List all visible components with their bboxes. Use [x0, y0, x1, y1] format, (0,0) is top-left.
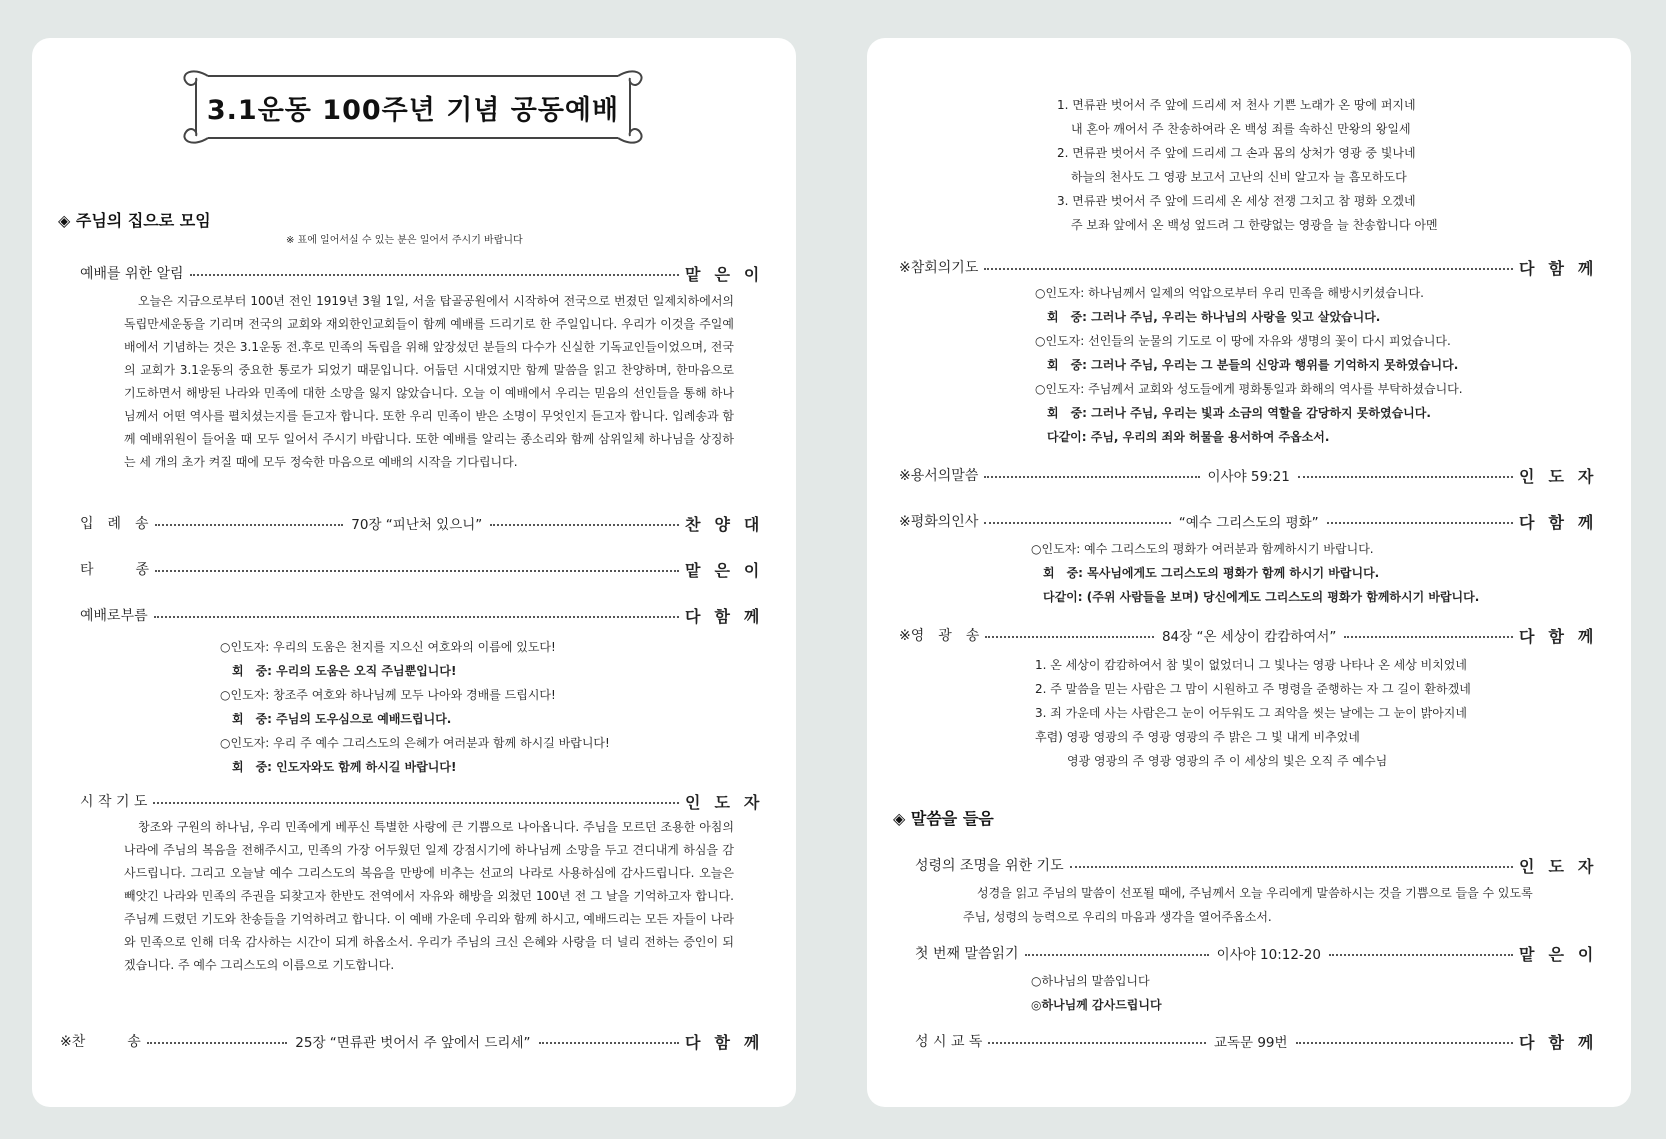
order-label: 성 시 교 독 — [915, 1034, 983, 1050]
order-leader: 다함께 — [685, 1032, 774, 1052]
call-line: 회 중: 우리의 도움은 오직 주님뿐입니다! — [232, 664, 457, 678]
gloria-line: 3. 죄 가운데 사는 사람은그 눈이 어두워도 그 죄악을 씻는 날에는 그 눈이 밝아지네 — [1035, 706, 1467, 720]
hymn-number: 70장 “피난처 있으니” — [351, 517, 483, 533]
scripture-ref: 이사야 10:12-20 — [1216, 947, 1321, 963]
hymn-verse-line: 하늘의 천사도 그 영광 보고서 고난의 신비 알고자 늘 흠모하도다 — [1071, 170, 1407, 184]
hymn-number: 84장 “온 세상이 캄캄하여서” — [1161, 629, 1337, 645]
order-leader: 인도자 — [1519, 856, 1608, 876]
order-row-hymn — [60, 1030, 774, 1052]
leader-dots — [988, 1042, 1205, 1044]
order-leader: 다함께 — [1519, 512, 1608, 532]
hymn-verse-line: 내 혼아 깨어서 주 찬송하여라 온 백성 죄를 속하신 만왕의 왕일세 — [1071, 122, 1411, 136]
order-label: 예배로부름 — [80, 608, 148, 624]
confession-line: 회 중: 그러나 주님, 우리는 그 분들의 신앙과 행위를 기억하지 못하였습니다. — [1047, 358, 1459, 372]
order-row-opening-prayer — [80, 790, 774, 812]
call-line: ○인도자: 우리 주 예수 그리스도의 은혜가 여러분과 함께 하시길 바랍니다! — [220, 736, 610, 750]
call-line: ○인도자: 창조주 여호와 하나님께 모두 나아와 경배를 드립시다! — [220, 688, 556, 702]
illumination-line: 성경을 읽고 주님의 말씀이 선포될 때에, 주님께서 오늘 우리에게 말씀하시는 것을 기쁨으로 들을 수 있도록 — [977, 886, 1533, 900]
page-title: 3.1운동 100주년 기념 공동예배 — [206, 95, 620, 126]
leader-dots — [154, 616, 679, 618]
order-label: ※평화의인사 — [899, 514, 979, 530]
order-label: ※영 광 송 — [899, 628, 980, 644]
reading-response: ○하나님의 말씀입니다 — [1031, 974, 1150, 988]
call-line: ○인도자: 우리의 도움은 천지를 지으신 여호와의 이름에 있도다! — [220, 640, 556, 654]
leader-dots — [984, 522, 1170, 524]
announcement-text: 오늘은 지금으로부터 100년 전인 1919년 3월 1일, 서울 탑골공원에서 시작하여 전국으로 번졌던 일제치하에서의 독립만세운동을 기리며 전국의 교회와 재외한인교회들이 함께 예배를 드리기로 한 주일입니다. 우리가 이것을 주일예배에서 기념하는 것은 3.1운동 전.후로 민족의 독립을 위해 앞장섰던 분들의 다수가 신실한 기독교인들이었으며, 전국의 교회가 3.1운동의 중요한 통로가 되었기 때문입니다. 어둡던 시대였지만 함께 말씀을 읽고 찬양하며, 한마음으로 기도하면서 해방된 나라와 민족에 대한 소망을 잃지 않았습니다. 오늘 이 예배에서 우리는 믿음의 선인들을 통해 하나님께서 어떤 역사를 펼치셨는지를 듣고자 합니다. 또한 우리 민족이 받은 소명이 무엇인지 듣고자 합니다. 입례송과 함께 예배위원이 들어올 때 모두 일어서 주시기 바랍니다. 또한 예배를 알리는 종소리와 함께 삼위일체 하나님을 상징하는 세 개의 초가 켜질 때에 모두 정숙한 마음으로 예배의 시작을 기다립니다. — [124, 294, 734, 469]
leader-dots — [1070, 866, 1513, 868]
order-row-confession — [899, 256, 1608, 278]
leader-dots — [985, 636, 1154, 638]
order-row-responsive-reading — [915, 1030, 1608, 1052]
leader-dots — [984, 476, 1199, 478]
peace-line: 회 중: 목사님에게도 그리스도의 평화가 함께 하시기 바랍니다. — [1043, 566, 1380, 580]
section-heading-gathering: ◈ 주님의 집으로 모임 — [58, 211, 211, 230]
order-row-gloria — [899, 624, 1608, 646]
order-row-illumination — [915, 854, 1608, 876]
leader-dots — [984, 268, 1513, 270]
hymn-verse-line: 3. 면류관 벗어서 주 앞에 드리세 온 세상 전쟁 그치고 참 평화 오겠네 — [1057, 194, 1416, 208]
order-leader: 인도자 — [1519, 466, 1608, 486]
leader-dots — [153, 802, 679, 804]
order-leader: 다함께 — [685, 606, 774, 626]
section-heading-word: ◈ 말씀을 들음 — [893, 809, 994, 828]
confession-line: ○인도자: 주님께서 교회와 성도들에게 평화통일과 화해의 역사를 부탁하셨습니다. — [1035, 382, 1463, 396]
standing-note: ※ 표에 일어서실 수 있는 분은 일어서 주시기 바랍니다 — [286, 235, 523, 246]
gloria-line: 영광 영광의 주 영광 영광의 주 이 세상의 빛은 오직 주 예수님 — [1067, 754, 1388, 768]
order-label: 첫 번째 말씀읽기 — [915, 946, 1019, 962]
order-leader: 맡은이 — [685, 560, 774, 580]
confession-line: ○인도자: 하나님께서 일제의 억압으로부터 우리 민족을 해방시키셨습니다. — [1035, 286, 1424, 300]
title-banner — [178, 62, 648, 152]
order-label: 예배를 위한 알림 — [80, 266, 184, 282]
leader-dots — [1298, 476, 1513, 478]
peace-line: ○인도자: 예수 그리스도의 평화가 여러분과 함께하시기 바랍니다. — [1031, 542, 1374, 556]
order-leader: 맡은이 — [1519, 944, 1608, 964]
peace-line: 다같이: (주위 사람들을 보며) 당신에게도 그리스도의 평화가 함께하시기 바랍니다. — [1043, 590, 1480, 604]
opening-prayer-text: 창조와 구원의 하나님, 우리 민족에게 베푸신 특별한 사랑에 큰 기쁨으로 나아옵니다. 주님을 모르던 조용한 아침의 나라에 주님의 복음을 전해주시고, 민족의 가장 어두웠던 일제 강점시기에 하나님께 소망을 두고 견디내게 하심을 감사드립니다. 그리고 오늘날 예수 그리스도의 복음을 만방에 비추는 선교의 나라로 사용하심에 감사드립니다. 오늘은 빼앗긴 나라와 민족의 주권을 되찾고자 한반도 전역에서 자유와 해방을 외쳤던 100년 전 그 날을 기억하고자 합니다. 주님께 드렸던 기도와 찬송들을 기억하려고 합니다. 이 예배 가운데 우리와 함께 하시고, 예배드리는 모든 자들이 나라와 민족으로 인해 더욱 감사하는 시간이 되게 하옵소서. 우리가 주님의 크신 은혜와 사랑을 더 널리 전하는 증인이 되겠습니다. 주 예수 그리스도의 이름으로 기도합니다. — [124, 820, 734, 972]
right-page — [867, 38, 1631, 1107]
order-row-processional — [80, 512, 774, 534]
order-leader: 다함께 — [1519, 1032, 1608, 1052]
order-label: 성령의 조명을 위한 기도 — [915, 858, 1064, 874]
hymn-verse-line: 2. 면류관 벗어서 주 앞에 드리세 그 손과 몸의 상처가 영광 중 빛나네 — [1057, 146, 1416, 160]
order-label: 타 종 — [80, 562, 150, 578]
order-row-call-to-worship — [80, 604, 774, 626]
order-leader: 맡은이 — [685, 264, 774, 284]
order-label: 입 례 송 — [80, 516, 149, 532]
confession-line: 다같이: 주님, 우리의 죄와 허물을 용서하여 주옵소서. — [1047, 430, 1330, 444]
leader-dots — [1329, 954, 1513, 956]
order-row-peace — [899, 510, 1608, 532]
order-leader: 인도자 — [685, 792, 774, 812]
confession-line: ○인도자: 선인들의 눈물의 기도로 이 땅에 자유와 생명의 꽃이 다시 피었습니다. — [1035, 334, 1451, 348]
illumination-line: 주님, 성령의 능력으로 우리의 마음과 생각을 열어주옵소서. — [963, 910, 1272, 924]
leader-dots — [147, 1042, 288, 1044]
leader-dots — [155, 570, 679, 572]
order-row-first-reading — [915, 942, 1608, 964]
order-label: 시 작 기 도 — [80, 794, 148, 810]
order-row-assurance — [899, 464, 1608, 486]
confession-line: 회 중: 그러나 주님, 우리는 하나님의 사랑을 잊고 살았습니다. — [1047, 310, 1381, 324]
leader-dots — [1296, 1042, 1513, 1044]
leader-dots — [539, 1042, 680, 1044]
peace-title: “예수 그리스도의 평화” — [1178, 515, 1319, 531]
order-leader: 다함께 — [1519, 626, 1608, 646]
hymn-number: 25장 “면류관 벗어서 주 앞에서 드리세” — [295, 1035, 531, 1051]
leader-dots — [1344, 636, 1513, 638]
left-page — [32, 38, 796, 1107]
gloria-line: 2. 주 말씀을 믿는 사람은 그 맘이 시원하고 주 명령을 준행하는 자 그 길이 환하겠네 — [1035, 682, 1471, 696]
call-line: 회 중: 주님의 도우심으로 예배드립니다. — [232, 712, 452, 726]
gloria-line: 1. 온 세상이 캄캄하여서 참 빛이 없었더니 그 빛나는 영광 나타나 온 세상 비치었네 — [1035, 658, 1467, 672]
scripture-ref: 이사야 59:21 — [1207, 469, 1290, 485]
order-row-announcement — [80, 262, 774, 284]
call-line: 회 중: 인도자와도 함께 하시길 바랍니다! — [232, 760, 457, 774]
confession-line: 회 중: 그러나 주님, 우리는 빛과 소금의 역할을 감당하지 못하였습니다. — [1047, 406, 1431, 420]
order-row-bell — [80, 558, 774, 580]
hymn-verse-line: 1. 면류관 벗어서 주 앞에 드리세 저 천사 기쁜 노래가 온 땅에 퍼지네 — [1057, 98, 1416, 112]
leader-dots — [155, 524, 344, 526]
order-label: ※참회의기도 — [899, 260, 979, 276]
leader-dots — [1025, 954, 1209, 956]
leader-dots — [190, 274, 679, 276]
leader-dots — [1327, 522, 1513, 524]
order-label: ※찬 송 — [60, 1034, 141, 1050]
gloria-line: 후렴) 영광 영광의 주 영광 영광의 주 밝은 그 빛 내게 비추었네 — [1035, 730, 1360, 744]
reading-number: 교독문 99번 — [1213, 1035, 1288, 1051]
reading-response: ◎하나님께 감사드립니다 — [1031, 998, 1162, 1012]
order-leader: 찬양대 — [685, 514, 774, 534]
hymn-verse-line: 주 보좌 앞에서 온 백성 엎드려 그 한량없는 영광을 늘 찬송합니다 아멘 — [1071, 218, 1438, 232]
order-leader: 다함께 — [1519, 258, 1608, 278]
order-label: ※용서의말씀 — [899, 468, 979, 484]
leader-dots — [490, 524, 679, 526]
